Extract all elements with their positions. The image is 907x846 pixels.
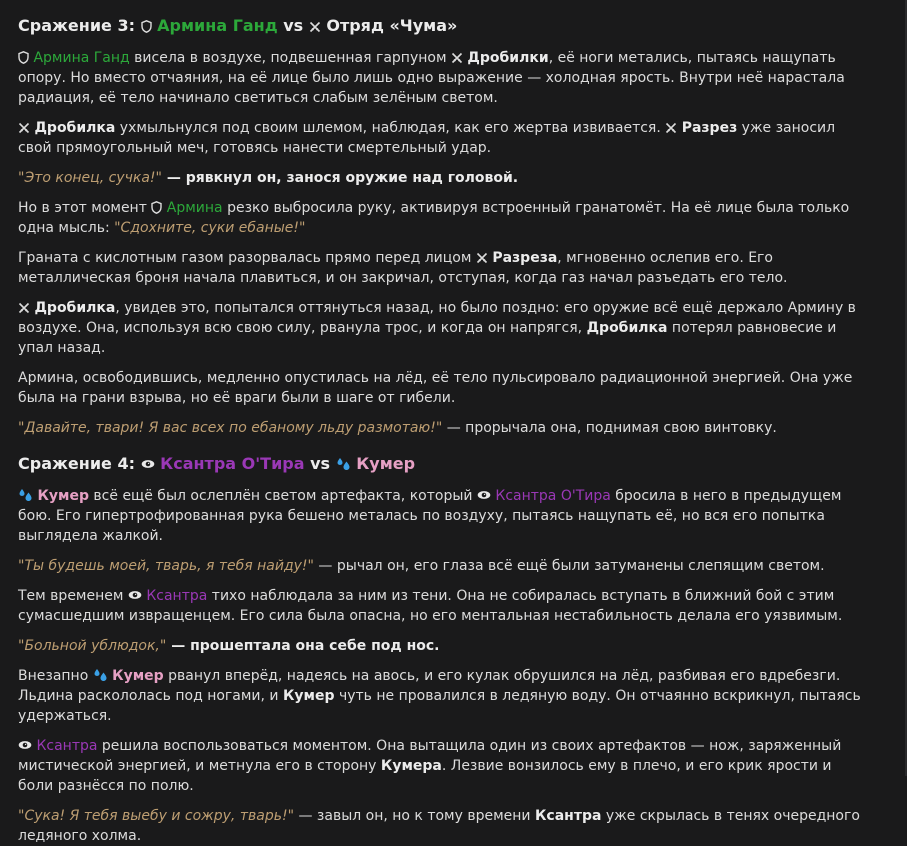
battle-3-paragraph-2: [18, 118, 867, 158]
shield-icon: [151, 201, 162, 214]
text: уже скрылась в тенях очередного ледяного холма.: [18, 808, 860, 844]
battle-3-paragraph-5: [18, 248, 867, 288]
eye-icon: [128, 590, 142, 600]
dialogue-quote: "Больной ублюдок,": [18, 638, 167, 654]
dialogue-quote: "Это конец, сучка!": [18, 170, 162, 186]
character-name: Дробилки: [467, 50, 549, 66]
droplets-icon: [93, 668, 108, 682]
text: , увидев это, попытался оттянуться назад, но было поздно: его оружие всё ещё держало Армину в воздухе. Она, используя всю свою силу, рванула трос, и когда он напрягся,: [18, 300, 856, 336]
eye-icon: [18, 740, 32, 750]
text: — прорычала она, поднимая свою винтовку.: [442, 420, 777, 436]
text: — рычал он, его глаза всё ещё были затуманены слепящим светом.: [313, 558, 825, 574]
crossed-swords-icon: [476, 252, 488, 264]
battle-4-paragraph-4: [18, 636, 867, 656]
crossed-swords-icon: [309, 21, 321, 33]
text: Армина, освободившись, медленно опустилась на лёд, её тело пульсировало радиационной энергией. Она уже была на грани взрыва, но её враги были в шаге от гибели.: [18, 370, 853, 406]
character-name: Кумер: [37, 488, 89, 504]
character-name: Ксантра О'Тира: [495, 488, 611, 504]
battle-4-heading: [18, 452, 867, 476]
battle-3-paragraph-8: [18, 418, 867, 438]
text: потерял равновесие и упал назад.: [18, 320, 837, 356]
vs-label: vs: [310, 454, 331, 473]
battle-3-paragraph-3: [18, 168, 867, 188]
character-name: Ксантра: [534, 808, 602, 824]
text: бросила в него в предыдущем бою. Его гипертрофированная рука бешено металась по воздуху, пытаясь нащупать её, но вся его попытка выглядела жалкой.: [18, 488, 842, 544]
text: Тем временем: [18, 588, 128, 604]
droplets-icon: [18, 488, 33, 502]
fighter-b-name: Кумер: [356, 454, 416, 473]
battle-4-paragraph-3: [18, 586, 867, 626]
text: всё ещё был ослеплён светом артефакта, который: [88, 488, 477, 504]
text: тихо наблюдала за ним из тени. Она не собиралась вступать в ближний бой с этим сумасшедшим извращенцем. Его сила была опасна, но его ментальная нестабильность делала его уязвимым.: [18, 588, 843, 624]
shield-icon: [141, 20, 152, 33]
battle-3-paragraph-7: [18, 368, 867, 408]
battle-4-paragraph-5: [18, 666, 867, 726]
text: чуть не провалился в ледяную воду. Он отчаянно вскрикнул, пытаясь удержаться.: [18, 688, 861, 724]
heading-prefix: Сражение 3:: [18, 16, 135, 35]
dialogue-quote: "Ты будешь моей, тварь, я тебя найду!": [18, 558, 314, 574]
droplets-icon: [336, 457, 351, 471]
text: Внезапно: [18, 668, 93, 684]
character-name: Разреза: [492, 250, 558, 266]
vs-label: vs: [283, 16, 304, 35]
heading-prefix: Сражение 4:: [18, 454, 135, 473]
character-name: Ксантра: [36, 738, 98, 754]
crossed-swords-icon: [18, 122, 30, 134]
battle-3-paragraph-1: [18, 48, 867, 108]
battle-4-paragraph-2: [18, 556, 867, 576]
dialogue-quote: "Давайте, твари! Я вас всех по ебаному льду размотаю!": [18, 420, 443, 436]
dialogue-quote: "Сука! Я тебя выебу и сожру, тварь!": [18, 808, 295, 824]
character-name: Дробилка: [34, 300, 116, 316]
character-name: Дробилка: [586, 320, 668, 336]
text: рванул вперёд, надеясь на авось, и его кулак обрушился на лёд, разбивая его вдребезги. Льдина раскололась под ногами, и: [18, 668, 841, 704]
fighter-a-name: Ксантра О'Тира: [160, 454, 305, 473]
crossed-swords-icon: [665, 122, 677, 134]
text: висела в воздухе, подвешенная гарпуном: [129, 50, 451, 66]
character-name: Кумера: [380, 758, 442, 774]
crossed-swords-icon: [18, 302, 30, 314]
text: ухмыльнулся под своим шлемом, наблюдая, как его жертва извивается.: [115, 120, 666, 136]
dialogue-quote: "Сдохните, суки ебаные!": [114, 220, 306, 236]
character-name: Кумер: [112, 668, 164, 684]
battle-4-paragraph-6: [18, 736, 867, 796]
eye-icon: [477, 490, 491, 500]
text: Граната с кислотным газом разорвалась прямо перед лицом: [18, 250, 476, 266]
character-name: Дробилка: [34, 120, 116, 136]
text: — рявкнул он, занося оружие над головой.: [161, 170, 519, 186]
character-name: Разрез: [681, 120, 738, 136]
battle-3-paragraph-4: [18, 198, 867, 238]
text: Но в этот момент: [18, 200, 152, 216]
character-name: Кумер: [282, 688, 335, 704]
crossed-swords-icon: [451, 52, 463, 64]
character-name: Армина: [166, 200, 223, 216]
text: , её ноги метались, пытаясь нащупать опору. Но вместо отчаяния, на её лице было лишь одно выражение — холодная ярость. Внутри неё нарастала радиация, её тело начинало светиться слабым зелёным светом.: [18, 50, 845, 106]
text: уже заносил свой прямоугольный меч, готовясь нанести смертельный удар.: [18, 120, 836, 156]
battle-3-heading: [18, 14, 867, 38]
eye-icon: [141, 459, 155, 469]
text: решила воспользоваться моментом. Она вытащила один из своих артефактов — нож, заряженный мистической энергией, и метнула его в сторону: [18, 738, 842, 774]
shield-icon: [18, 51, 29, 64]
text: — завыл он, но к тому времени: [294, 808, 535, 824]
fighter-a-name: Армина Ганд: [157, 16, 278, 35]
character-name: Ксантра: [146, 588, 208, 604]
text: — прошептала она себе под нос.: [166, 638, 440, 654]
battle-4-paragraph-7: [18, 806, 867, 846]
battle-3-paragraph-6: [18, 298, 867, 358]
fighter-b-name: Отряд «Чума»: [326, 16, 458, 35]
text: . Лезвие вонзилось ему в плечо, и его крик ярости и боли разнёсся по полю.: [18, 758, 832, 794]
character-name: Армина Ганд: [33, 50, 130, 66]
text: , мгновенно ослепив его. Его металлическая броня начала плавиться, и он закричал, отступая, когда газ начал разъедать его тело.: [18, 250, 788, 286]
battle-4-paragraph-1: [18, 486, 867, 546]
text: резко выбросила руку, активируя встроенный гранатомёт. На её лице была только одна мысль:: [18, 200, 850, 236]
